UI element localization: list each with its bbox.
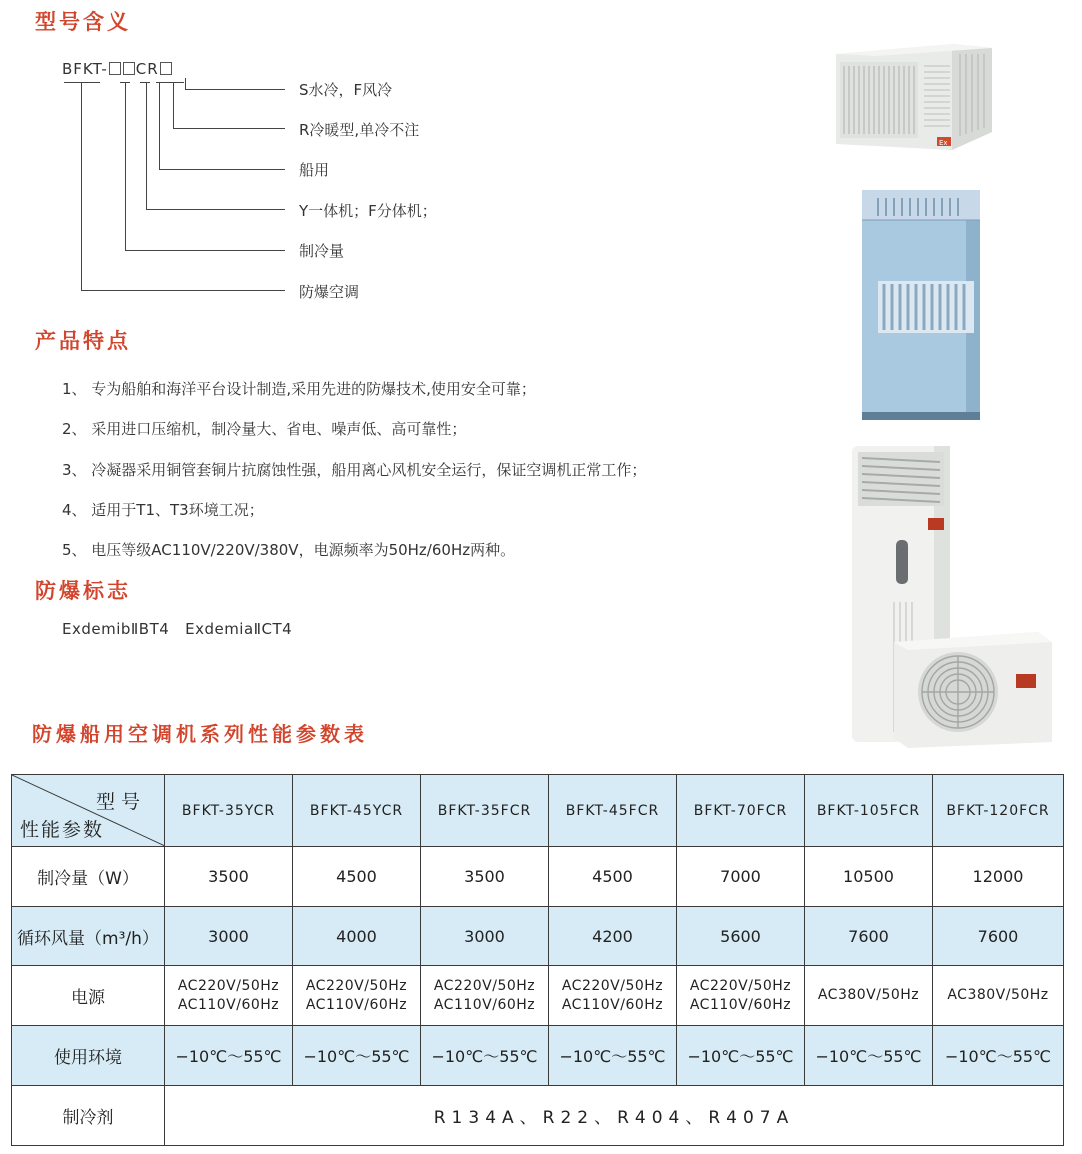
window-ac-unit-image [832,40,998,156]
code-item-explosion-proof: 防爆空调 [299,283,360,301]
model-header: BFKT-105FCR [805,775,933,847]
bracket-line [81,82,82,291]
power-line: AC380V/50Hz [817,987,920,1003]
table-header-row [12,775,1064,847]
table-row-refrigerant [12,1086,1064,1146]
code-box [160,62,172,75]
code-underline [140,82,150,83]
corner-params-label: 性能参数 [20,819,105,841]
power-line: AC220V/50Hz [561,977,664,994]
bracket-line [81,290,285,291]
power-line: AC110V/60Hz [433,996,536,1013]
ex-badge: Ex [939,139,948,147]
table-cell [933,966,1064,1026]
table-cell [421,966,549,1026]
model-header: BFKT-45FCR [549,775,677,847]
row-label: 制冷剂 [12,1086,165,1146]
feature-item: 4、 适用于T1、T3环境工况； [62,501,264,519]
table-cell: 3500 [165,847,293,907]
code-box [109,62,121,75]
model-code [62,60,173,78]
model-code-prefix: BFKT- [62,60,108,78]
feature-item: 3、 冷凝器采用铜管套铜片抗腐蚀性强，船用离心风机安全运行，保证空调机正常工作； [62,461,647,479]
table-row-environment [12,1026,1064,1086]
row-label: 制冷量（W） [12,847,165,907]
bracket-line [159,82,160,170]
table-row-cooling-capacity [12,847,1064,907]
power-line: AC220V/50Hz [305,977,408,994]
bracket-line [146,82,147,210]
row-label: 循环风量（m³/h） [12,907,165,966]
code-underline [156,82,184,83]
bracket-line [159,169,285,170]
section-heading-explosion-mark: 防爆标志 [35,579,131,603]
bracket-line [173,128,285,129]
bracket-line [146,209,285,210]
code-item-marine: 船用 [299,161,330,179]
table-cell: 5600 [677,907,805,966]
table-cell [805,966,933,1026]
table-cell [165,966,293,1026]
model-header: BFKT-120FCR [933,775,1064,847]
table-cell: −10℃～55℃ [549,1026,677,1086]
row-label: 使用环境 [12,1026,165,1086]
bracket-line [125,82,126,251]
table-cell: −10℃～55℃ [293,1026,421,1086]
table-cell [677,966,805,1026]
power-line: AC220V/50Hz [433,977,536,994]
table-title: 防爆船用空调机系列性能参数表 [32,722,368,746]
table-cell: −10℃～55℃ [165,1026,293,1086]
code-item-heat-mode: R冷暖型,单冷不注 [299,121,420,139]
table-row-airflow [12,907,1064,966]
table-cell: 4000 [293,907,421,966]
table-cell: 12000 [933,847,1064,907]
table-cell: −10℃～55℃ [421,1026,549,1086]
table-cell: 10500 [805,847,933,907]
section-heading-model-meaning: 型号含义 [35,10,131,34]
performance-table [11,774,1064,1146]
model-header: BFKT-35FCR [421,775,549,847]
table-row-power [12,966,1064,1026]
power-line: AC110V/60Hz [177,996,280,1013]
power-line: AC110V/60Hz [305,996,408,1013]
cabinet-ac-unit-image [858,186,984,422]
model-header: BFKT-45YCR [293,775,421,847]
table-cell: 4500 [293,847,421,907]
bracket-line [185,89,285,90]
table-cell: 7600 [805,907,933,966]
feature-item: 5、 电压等级AC110V/220V/380V，电源频率为50Hz/60Hz两种。 [62,541,516,559]
table-cell: −10℃～55℃ [805,1026,933,1086]
table-cell: −10℃～55℃ [677,1026,805,1086]
code-item-cooling-type: S水冷，F风冷 [299,81,393,99]
code-item-capacity: 制冷量 [299,242,345,260]
table-corner-cell [12,775,165,847]
bracket-line [125,250,285,251]
table-cell: 7600 [933,907,1064,966]
model-header: BFKT-35YCR [165,775,293,847]
table-cell [293,966,421,1026]
feature-item: 2、 采用进口压缩机，制冷量大、省电、噪声低、高可靠性； [62,420,467,438]
corner-model-label: 型号 [96,791,147,813]
bracket-line [173,82,174,129]
power-line: AC220V/50Hz [689,977,792,994]
table-cell: 3000 [421,907,549,966]
model-code-middle: CR [135,60,159,78]
split-ac-unit-image [848,442,1056,748]
table-cell [549,966,677,1026]
table-cell: −10℃～55℃ [933,1026,1064,1086]
power-line: AC110V/60Hz [689,996,792,1013]
row-label: 电源 [12,966,165,1026]
model-header: BFKT-70FCR [677,775,805,847]
table-cell: 7000 [677,847,805,907]
code-underline [64,82,100,83]
table-cell: 3500 [421,847,549,907]
code-item-unit-type: Y一体机；F分体机； [299,202,437,220]
power-line: AC110V/60Hz [561,996,664,1013]
power-line: AC220V/50Hz [177,977,280,994]
table-cell: 4200 [549,907,677,966]
refrigerant-value: R134A、R22、R404、R407A [165,1086,1064,1146]
table-cell: 3000 [165,907,293,966]
feature-item: 1、 专为船舶和海洋平台设计制造,采用先进的防爆技术,使用安全可靠； [62,380,536,398]
code-box [123,62,135,75]
table-cell: 4500 [549,847,677,907]
section-heading-features: 产品特点 [35,329,131,353]
power-line: AC380V/50Hz [947,987,1049,1003]
explosion-mark-text: ExdemibⅡBT4 ExdemiaⅡCT4 [62,620,293,638]
